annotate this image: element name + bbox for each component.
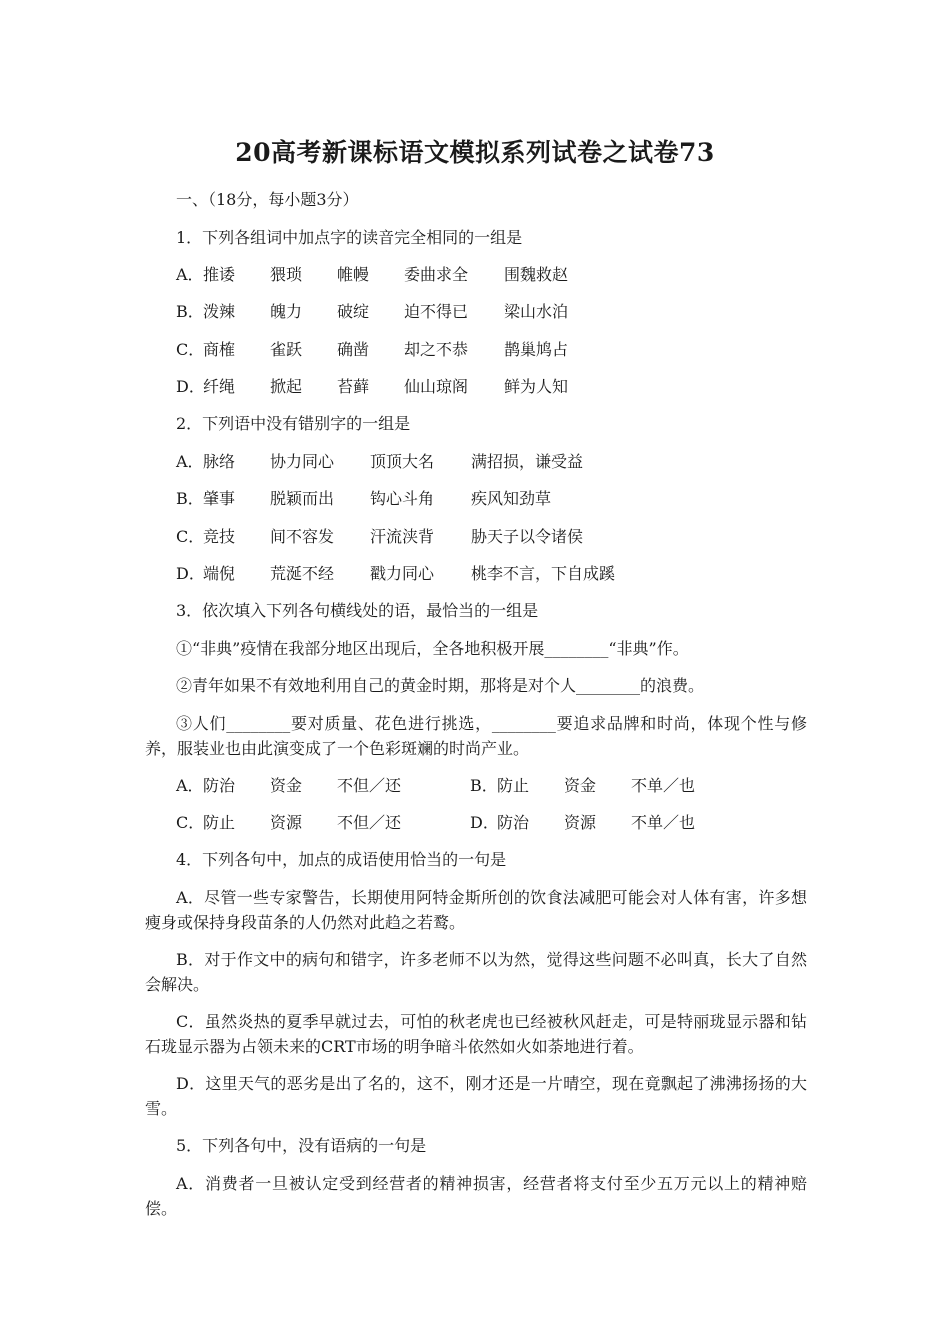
q3-sentence-3: ③人们________要对质量、花色进行挑选，________要追求品牌和时尚，体现个性与修养，服装业也由此演变成了一个色彩斑斓的时尚产业。 bbox=[145, 714, 807, 758]
option-item: 不单／也 bbox=[631, 776, 696, 795]
option-item: 资金 bbox=[270, 776, 303, 795]
option-item: 不单／也 bbox=[631, 813, 696, 832]
option-item: 钩心斗角 bbox=[370, 489, 435, 508]
option-label: C． bbox=[176, 527, 205, 546]
option-item: 戳力同心 bbox=[370, 564, 435, 583]
option-label: D． bbox=[176, 564, 205, 583]
option-label: D． bbox=[470, 813, 499, 832]
option-item: 肇事 bbox=[203, 489, 236, 508]
option-item: 汗流浃背 bbox=[370, 527, 435, 546]
q4-option-c: C．虽然炎热的夏季早就过去，可怕的秋老虎也已经被秋风赶走，可是特丽珑显示器和钻石珑显示器为占领未来的CRT市场的明争暗斗依然如火如荼地进行着。 bbox=[145, 1012, 807, 1056]
q4-option-d: D．这里天气的恶劣是出了名的，这不，刚才还是一片晴空，现在竟飘起了沸沸扬扬的大雪。 bbox=[145, 1074, 807, 1118]
option-item: 防治 bbox=[203, 776, 236, 795]
option-item: 猥琐 bbox=[270, 265, 303, 284]
option-item: 胁天子以令诸侯 bbox=[471, 527, 584, 546]
option-item: 泼辣 bbox=[203, 302, 236, 321]
question-2-stem: 2．下列语中没有错别字的一组是 bbox=[176, 414, 411, 433]
option-item: 桃李不言，下自成蹊 bbox=[471, 564, 616, 583]
page-title: 20高考新课标语文模拟系列试卷之试卷73 bbox=[235, 138, 715, 167]
q4-option-b: B．对于作文中的病句和错字，许多老师不以为然，觉得这些问题不必叫真，长大了自然会解决。 bbox=[145, 950, 807, 994]
q3-sentence-1: ①“非典”疫情在我部分地区出现后，全各地积极开展________“非典”作。 bbox=[176, 639, 689, 658]
option-item: 帷幔 bbox=[337, 265, 370, 284]
option-item: 魄力 bbox=[270, 302, 303, 321]
option-item: 推诿 bbox=[203, 265, 236, 284]
option-item: 苔藓 bbox=[337, 377, 370, 396]
option-item: 围魏救赵 bbox=[504, 265, 569, 284]
option-label: B． bbox=[176, 302, 204, 321]
option-item: 协力同心 bbox=[270, 452, 335, 471]
option-item: 却之不恭 bbox=[404, 340, 469, 359]
option-item: 商榷 bbox=[203, 340, 236, 359]
option-label: C． bbox=[176, 340, 205, 359]
option-item: 梁山水泊 bbox=[504, 302, 569, 321]
option-item: 端倪 bbox=[203, 564, 236, 583]
option-item: 防止 bbox=[497, 776, 530, 795]
option-item: 鹊巢鸠占 bbox=[504, 340, 569, 359]
option-item: 委曲求全 bbox=[404, 265, 469, 284]
q5-option-a: A．消费者一旦被认定受到经营者的精神损害，经营者将支付至少五万元以上的精神赔偿。 bbox=[145, 1174, 807, 1218]
option-item: 脱颖而出 bbox=[270, 489, 335, 508]
option-item: 间不容发 bbox=[270, 527, 335, 546]
option-item: 资源 bbox=[270, 813, 303, 832]
option-label: B． bbox=[176, 489, 204, 508]
option-label: A． bbox=[176, 265, 204, 284]
option-item: 不但／还 bbox=[337, 813, 402, 832]
option-item: 仙山琼阁 bbox=[404, 377, 469, 396]
question-5-stem: 5．下列各句中，没有语病的一句是 bbox=[176, 1136, 427, 1155]
option-item: 纤绳 bbox=[203, 377, 236, 396]
option-item: 雀跃 bbox=[270, 340, 303, 359]
option-item: 竞技 bbox=[203, 527, 236, 546]
option-label: B． bbox=[470, 776, 498, 795]
option-item: 顶顶大名 bbox=[370, 452, 435, 471]
option-item: 脉络 bbox=[203, 452, 236, 471]
option-label: A． bbox=[176, 776, 204, 795]
option-item: 资源 bbox=[564, 813, 597, 832]
question-1-stem: 1．下列各组词中加点字的读音完全相同的一组是 bbox=[176, 228, 523, 247]
option-item: 不但／还 bbox=[337, 776, 402, 795]
option-item: 确凿 bbox=[337, 340, 370, 359]
section-heading: 一、（18分，每小题3分） bbox=[176, 190, 359, 209]
option-item: 荒涎不经 bbox=[270, 564, 335, 583]
option-item: 破绽 bbox=[337, 302, 370, 321]
question-3-stem: 3．依次填入下列各句横线处的语，最恰当的一组是 bbox=[176, 601, 539, 620]
option-item: 防止 bbox=[203, 813, 236, 832]
option-label: C． bbox=[176, 813, 205, 832]
option-item: 满招损，谦受益 bbox=[471, 452, 584, 471]
option-item: 防治 bbox=[497, 813, 530, 832]
option-item: 鲜为人知 bbox=[504, 377, 569, 396]
q4-option-a: A．尽管一些专家警告，长期使用阿特金斯所创的饮食法减肥可能会对人体有害，许多想瘦身或保持身段苗条的人仍然对此趋之若鹜。 bbox=[145, 888, 807, 932]
option-item: 掀起 bbox=[270, 377, 303, 396]
question-4-stem: 4．下列各句中，加点的成语使用恰当的一句是 bbox=[176, 850, 507, 869]
q3-sentence-2: ②青年如果不有效地利用自己的黄金时期，那将是对个人________的浪费。 bbox=[176, 676, 705, 695]
option-label: D． bbox=[176, 377, 205, 396]
option-item: 疾风知劲草 bbox=[471, 489, 552, 508]
option-item: 迫不得已 bbox=[404, 302, 469, 321]
option-item: 资金 bbox=[564, 776, 597, 795]
option-label: A． bbox=[176, 452, 204, 471]
